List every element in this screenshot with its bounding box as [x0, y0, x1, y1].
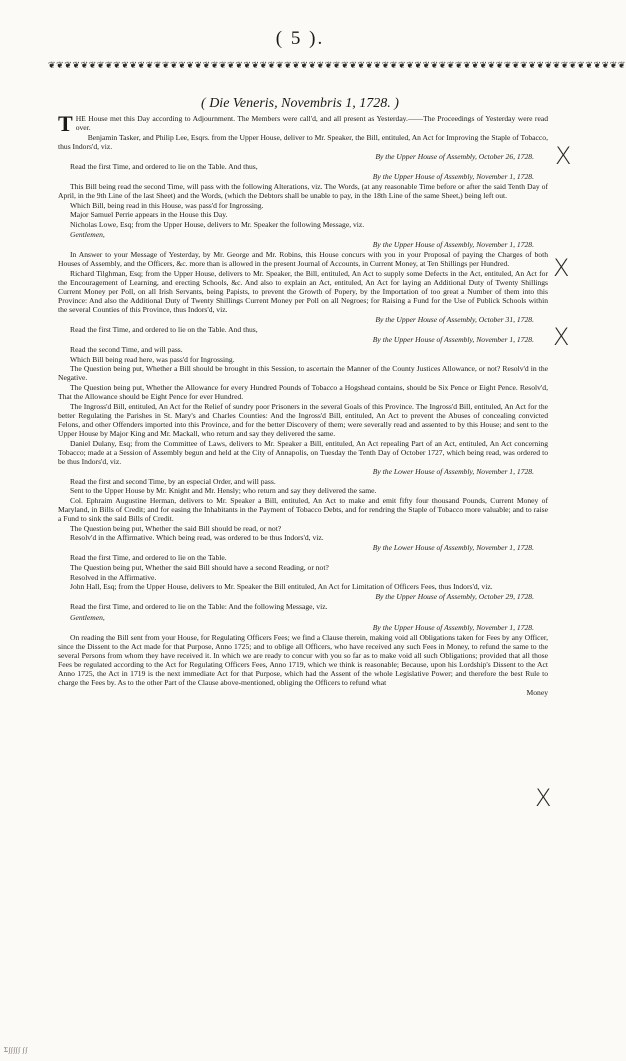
paragraph: Richard Tilghman, Esq; from the Upper House, delivers to Mr. Speaker, the Bill, entituled, An Act to supply some Defects in the Act, entituled, An Act for the Encouragement of Learning, and erecting Schools, &c. And also to explain an Act, entituled, An Act for laying an Additional Duty of Twenty Shillings Current Money per Poll, on all Irish Servants, being Papists, to prevent the Growth of Popery, by the Importation of too great a Number of them into this Province: And also the Additional Duty of Twenty Shillings Current Money per Poll on all Negroes; for Raising a Fund for the Use of Publick Schools within the several Counties of this Province, thus Indors'd, viz.: [58, 268, 548, 314]
paragraph: Nicholas Lowe, Esq; from the Upper House, delivers to Mr. Speaker the following Message, viz.: [70, 219, 365, 229]
session-heading: ( Die Veneris, Novembris 1, 1728. ): [201, 96, 399, 111]
paragraph: Which Bill being read here, was pass'd for Ingrossing.: [70, 354, 235, 364]
paragraph: Col. Ephraim Augustine Herman, delivers to Mr. Speaker a Bill, entituled, An Act to make and emit fifty four thousand Pounds, Current Money of Maryland, in Bills of Credit; and for easing the Inhabitants in the Payment of Tobacco Debts, and for rendring the Staple of Tobacco more valuable; and to raise a Fund to sink the said Bills of Credit.: [58, 496, 548, 524]
paragraph: Which Bill, being read in this House, was pass'd for Ingrossing.: [70, 200, 264, 210]
salutation: Gentlemen,: [70, 612, 105, 622]
paragraph: Read the first Time, and ordered to lie on the Table.: [70, 553, 227, 563]
paragraph: Read the first and second Time, by an especial Order, and will pass.: [70, 476, 276, 486]
dateline: By the Upper House of Assembly, November 1, 1728.: [372, 239, 534, 249]
paragraph: Daniel Dulany, Esq; from the Committee of Laws, delivers to Mr. Speaker a Bill, entituled, An Act repealing Part of an Act, entituled, An Act concerning Tobacco; made at a Session of Assembly begun and held at the City of Annapolis, on Tuesday the Tenth Day of October 1727, which being read, was ordered to be thus Indors'd, viz.: [58, 438, 548, 466]
paragraph: Read the second Time, and will pass.: [70, 345, 183, 355]
paragraph: Benjamin Tasker, and Philip Lee, Esqrs. from the Upper House, deliver to Mr. Speaker, the Bill, entituled, An Act for Improving the Staple of Tobacco, thus Indors'd, viz.: [58, 132, 548, 151]
dateline: By the Upper House of Assembly, October 29, 1728.: [375, 592, 534, 602]
margin-x-mark: X: [553, 323, 570, 351]
dateline: By the Upper House of Assembly, November 1, 1728.: [372, 622, 534, 632]
paragraph: Read the first Time, and ordered to lie on the Table: And the following Message, viz.: [70, 602, 328, 612]
margin-x-mark: X: [555, 142, 572, 170]
paragraph: Major Samuel Perrie appears in the House this Day.: [70, 210, 228, 220]
paragraph: The Question being put, Whether the said Bill should be read, or not?: [70, 523, 282, 533]
drop-cap: T: [58, 111, 73, 136]
margin-x-mark: X: [535, 784, 552, 812]
dateline: By the Lower House of Assembly, November 1, 1728.: [372, 466, 534, 476]
paragraph: On reading the Bill sent from your House, for Regulating Officers Fees; we find a Clause therein, making void all Obligations taken for Fees by any Officer, since the Dissent to the Act made for that Purpose, Anno 1725; and to oblige all Officers, who have received any such Fees in Money, to refund the same to the several Persons from whom they have received it. In which we are ready to concur with you so far as to make void all such Obligations; provided that all those Fees be regulated according to the Act for Regulating Officers Fees, Anno 1719, which we think is reasonable; Because, upon his Lordship's Dissent to the Act Anno 1725, the Act in 1719 is the next immediate Act for that Purpose, which had the Assent of the whole Legislative Power; and therefore the best Rule to charge the Fees by. As to the other Part of the Clause above-mentioned, obliging the Officers to refund what: [58, 632, 548, 687]
dateline: By the Upper House of Assembly, November 1, 1728.: [372, 171, 534, 181]
journal-body: [58, 111, 548, 697]
page-number: ( 5 ).: [275, 28, 325, 49]
margin-x-mark: X: [553, 254, 570, 282]
ornamental-rule: ❦❦❦❦❦❦❦❦❦❦❦❦❦❦❦❦❦❦❦❦❦❦❦❦❦❦❦❦❦❦❦❦❦❦❦❦❦❦❦❦❦❦❦❦❦❦❦❦❦❦❦❦❦❦❦❦❦❦❦❦❦❦❦❦❦❦❦❦❦❦❦: [48, 60, 626, 70]
dateline: By the Upper House of Assembly, October 31, 1728.: [375, 314, 534, 324]
paragraph: In Answer to your Message of Yesterday, by Mr. George and Mr. Robins, this House concurs with you in your Proposal of paying the Charges of both Houses of Assembly, and the Officers, &c. more than is allowed in the present Journal of Accounts, in Current Money, at Ten Shillings per Hundred.: [58, 250, 548, 269]
salutation: Gentlemen,: [70, 229, 105, 239]
paragraph: This Bill being read the second Time, will pass with the following Alterations, viz. The Words, (at any reasonable Time before or after the said Tenth Day of April, in the 9th Line of the last Sheet) and the Words, (which the Debtors shall be unable to pay, in the 18th Line of the same Sheet,) being left out.: [58, 181, 548, 200]
paragraph: Resolved in the Affirmative.: [70, 572, 157, 582]
paragraph: The Question being put, Whether a Bill should be brought in this Session, to ascertain the Manner of the County Justices Allowance, or not? Resolv'd in the Negative.: [58, 364, 548, 383]
dateline: By the Upper House of Assembly, November 1, 1728.: [372, 335, 534, 345]
paragraph: The Question being put, Whether the Allowance for every Hundred Pounds of Tobacco a Hogshead contains, should be Six Pence or Eight Pence. Resolv'd, That the Allowance should be Eight Pence for ever Hundred.: [58, 383, 548, 402]
paragraph: Sent to the Upper House by Mr. Knight and Mr. Hensly; who return and say they delivered the same.: [70, 486, 377, 496]
dateline: By the Upper House of Assembly, October 26, 1728.: [375, 151, 534, 161]
paragraph: Read the first Time, and ordered to lie on the Table. And thus,: [70, 325, 258, 334]
dateline: By the Lower House of Assembly, November 1, 1728.: [372, 543, 534, 553]
paragraph: Read the first Time, and ordered to lie on the Table. And thus,: [70, 161, 258, 171]
paragraph: The Question being put, Whether the said Bill should have a second Reading, or not?: [70, 563, 329, 573]
catchword: Money: [526, 687, 548, 697]
opening-paragraph: THE House met this Day according to Adjournment. The Members were call'd, and all present as Yesterday.——The Proceedings of Yesterday were read over.: [58, 111, 548, 136]
signature-mark: Σ∫∫∫∫∫ ∫∫: [4, 1046, 28, 1054]
paragraph: Resolv'd in the Affirmative. Which being read, was ordered to be thus Indors'd, viz.: [70, 533, 324, 543]
paragraph: John Hall, Esq; from the Upper House, delivers to Mr. Speaker the Bill entituled, An Act for Limitation of Officers Fees, thus Indors'd, viz.: [70, 582, 493, 592]
paragraph: The Ingross'd Bill, entituled, An Act for the Relief of sundry poor Prisoners in the several Goals of this Province. The Ingross'd Bill, entituled, An Act for the better Regulating the Parishes in St. Mary's and Charles Counties: And the Ingross'd Bill, entituled, An Act to prevent the Abuses of concealing convicted Felons, and other Offenders imported into this Province, and for the better Discovery of them; were severally read and assented to by this House; and sent to the Upper House by Major King and Mr. Mackall, who return and say they delivered the same.: [58, 401, 548, 438]
